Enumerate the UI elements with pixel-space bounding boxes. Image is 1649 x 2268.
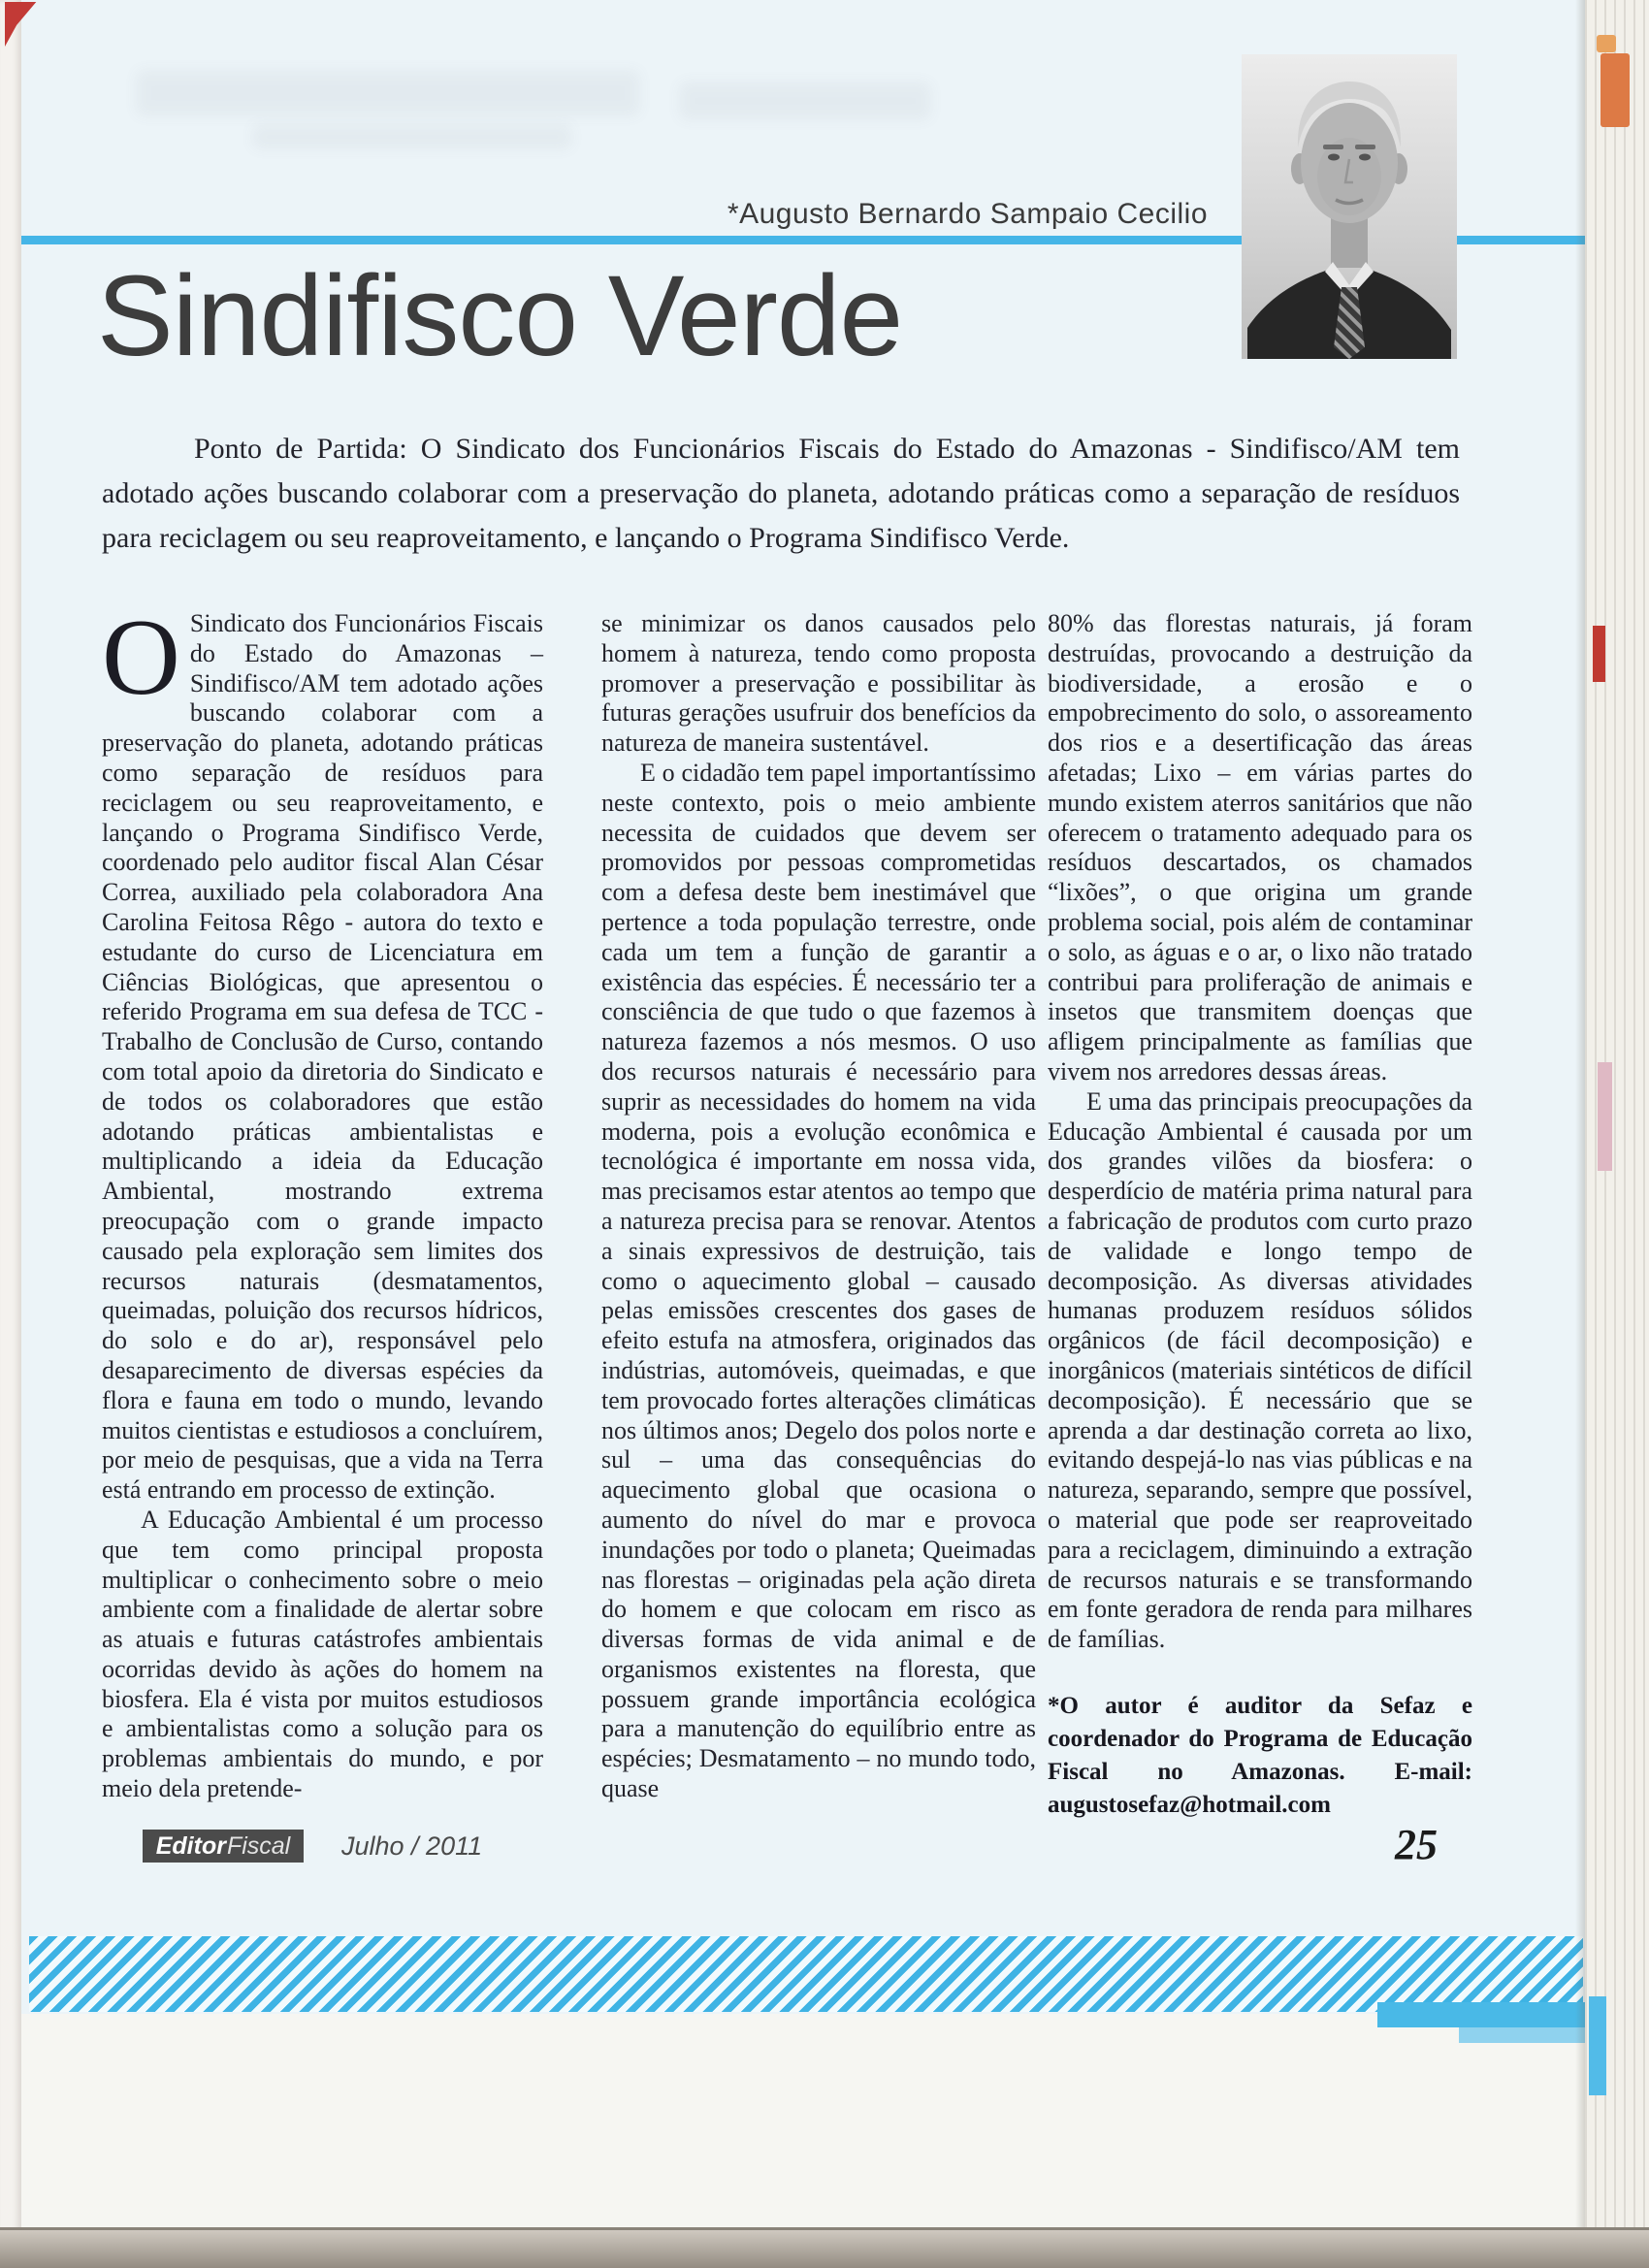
body-paragraph-text: Sindicato dos Funcionários Fiscais do Estado do Amazonas – Sindifisco/AM tem adotado ações buscando colaborar com a preservação do planeta, adotando práticas como separação de resíduos para reciclagem ou seu reaproveitamento, e lançando o Programa Sindifisco Verde, coordenado pelo auditor fiscal Alan César Correa, auxiliado pela colaboradora Ana Carolina Feitosa Rêgo - autora do texto e estudante do curso de Licenciatura em Ciências Biológicas, que apresentou o referido Programa em sua defesa de TCC - Trabalho de Conclusão de Curso, contando com total apoio da diretoria do Sindicato e de todos os colaboradores que estão adotando práticas ambientalistas e multiplicando a ideia da Educação Ambiental, mostrando extrema preocupação com o grande impacto causado pela exploração sem limites dos recursos naturais (desmatamentos, queimadas, poluição dos recursos hídricos, do solo e do ar), responsável pelo desaparecimento de diversas espécies da flora e fauna em todo o mundo, levando muitos cientistas e estudiosos a concluírem, por meio de pesquisas, que a vida na Terra está entrando em processo de extinção. [102,609,543,1505]
author-photo [1242,54,1457,359]
editorfiscal-logo [143,1830,304,1863]
body-paragraph: E o cidadão tem papel importantíssimo neste contexto, pois o meio ambiente necessita de cuidados que devem ser promovidos por pessoas comprometidas com a defesa deste bem inestimável que pertence a toda população terrestre, onde cada um tem a função de garantir a existência das espécies. É necessário ter a consciência de que tudo o que fazemos à natureza fazemos a nós mesmos. O uso dos recursos naturais é necessário para suprir as necessidades do homem na vida moderna, pois a evolução econômica e tecnológica é importante em nossa vida, mas precisamos estar atentos ao tempo que a natureza precisa para se renovar. Atentos a sinais expressivos de destruição, tais como o aquecimento global – causado pelas emissões crescentes dos gases de efeito estufa na atmosfera, originados das indústrias, automóveis, queimadas, e que tem provocado fortes alterações climáticas nos últimos anos; Degelo dos polos norte e sul – uma das consequências do aquecimento global que ocasiona o aumento do nível do mar e provoca inundações por todo o planeta; Queimadas nas florestas – originadas pela ação direta do homem e que colocam em risco as diversas formas de vida animal e de organismos existentes na floresta, que possuem grande importância ecológica para a manutenção do equilíbrio entre as espécies; Desmatamento – no mundo todo, quase [601,758,1036,1803]
author-byline: *Augusto Bernardo Sampaio Cecilio [727,198,1208,230]
article-column-2 [601,609,1036,1804]
scan-artifact-cyan [1589,1996,1606,2095]
author-footnote: *O autor é auditor da Sefaz e coordenador do Programa de Educação Fiscal no Amazonas. E-mail: augustosefaz@hotmail.com [1048,1692,1472,1818]
article-column-3 [1048,609,1472,1822]
scanner-bottom-band [0,2227,1649,2268]
article-column-1 [102,598,543,1804]
drop-cap: O [102,598,180,718]
page-number: 25 [1395,1821,1438,1868]
scan-left-edge [0,0,21,2268]
scan-artifact-orange [1597,35,1616,52]
logo-text-editor: Editor [155,1831,226,1860]
body-paragraph [102,598,543,1506]
ink-bleed-through [252,124,572,149]
scan-artifact-orange [1600,53,1630,127]
body-paragraph: se minimizar os danos causados pelo homem à natureza, tendo como proposta promover a preservação e possibilitar às futuras gerações usufruir dos benefícios da natureza de maneira sustentável. [601,609,1036,758]
scan-artifact-red [1593,626,1605,682]
scan-page-stack-edge [1585,0,1649,2268]
body-paragraph: 80% das florestas naturais, já foram destruídas, provocando a destruição da biodiversidade, a erosão e o empobrecimento do solo, o assoreamento dos rios e a desertificação das áreas afetadas; Lixo – em várias partes do mundo existem aterros sanitários que não oferecem o tratamento adequado para os resíduos descartados, os chamados “lixões”, o que origina um grande problema social, pois além de contaminar o solo, as águas e o ar, o lixo não tratado contribui para proliferação de animais e insetos que transmitem doenças que afligem principalmente as famílias que vivem nos arredores dessas áreas. [1048,609,1472,1085]
page-bottom-margin [21,2014,1585,2229]
article-title: Sindifisco Verde [97,252,903,380]
ink-bleed-through [679,81,931,120]
lead-paragraph: Ponto de Partida: O Sindicato dos Funcionários Fiscais do Estado do Amazonas - Sindifisco/AM tem adotado ações buscando colaborar com a preservação do planeta, adotando práticas como a separação de resíduos para reciclagem ou seu reaproveitamento, e lançando o Programa Sindifisco Verde. [102,433,1460,554]
issue-date: Julho / 2011 [341,1831,483,1861]
body-paragraph: E uma das principais preocupações da Educação Ambiental é causada por um dos grandes vilões da biosfera: o desperdício de matéria prima natural para a fabricação de produtos com curto prazo de validade e longo tempo de decomposição. As diversas atividades humanas produzem resíduos sólidos orgânicos (de fácil decomposição) e inorgânicos (materiais sintéticos de difícil decomposição). É necessário que se aprenda a dar destinação correta ao lixo, evitando despejá-lo nas vias públicas e na natureza, separando, sempre que possível, o material que pode ser reaproveitado para a reciclagem, diminuindo a extração de recursos naturais e se transformando em fonte geradora de renda para milhares de famílias. [1048,1086,1472,1654]
scan-artifact-pink [1598,1062,1612,1171]
bottom-stripe-band [29,1936,1583,2012]
underlying-page-stripe [1377,2002,1606,2027]
ink-bleed-through [136,70,640,116]
body-paragraph: A Educação Ambiental é um processo que tem como principal proposta multiplicar o conhecimento sobre o meio ambiente com a finalidade de alertar sobre as atuais e futuras catástrofes ambientais ocorridas devido às ações do homem na biosfera. Ela é vista por muitos estudiosos e ambientalistas como a solução para os problemas ambientais do mundo, e por meio dela pretende- [102,1505,543,1803]
logo-text-fiscal: Fiscal [226,1831,291,1860]
